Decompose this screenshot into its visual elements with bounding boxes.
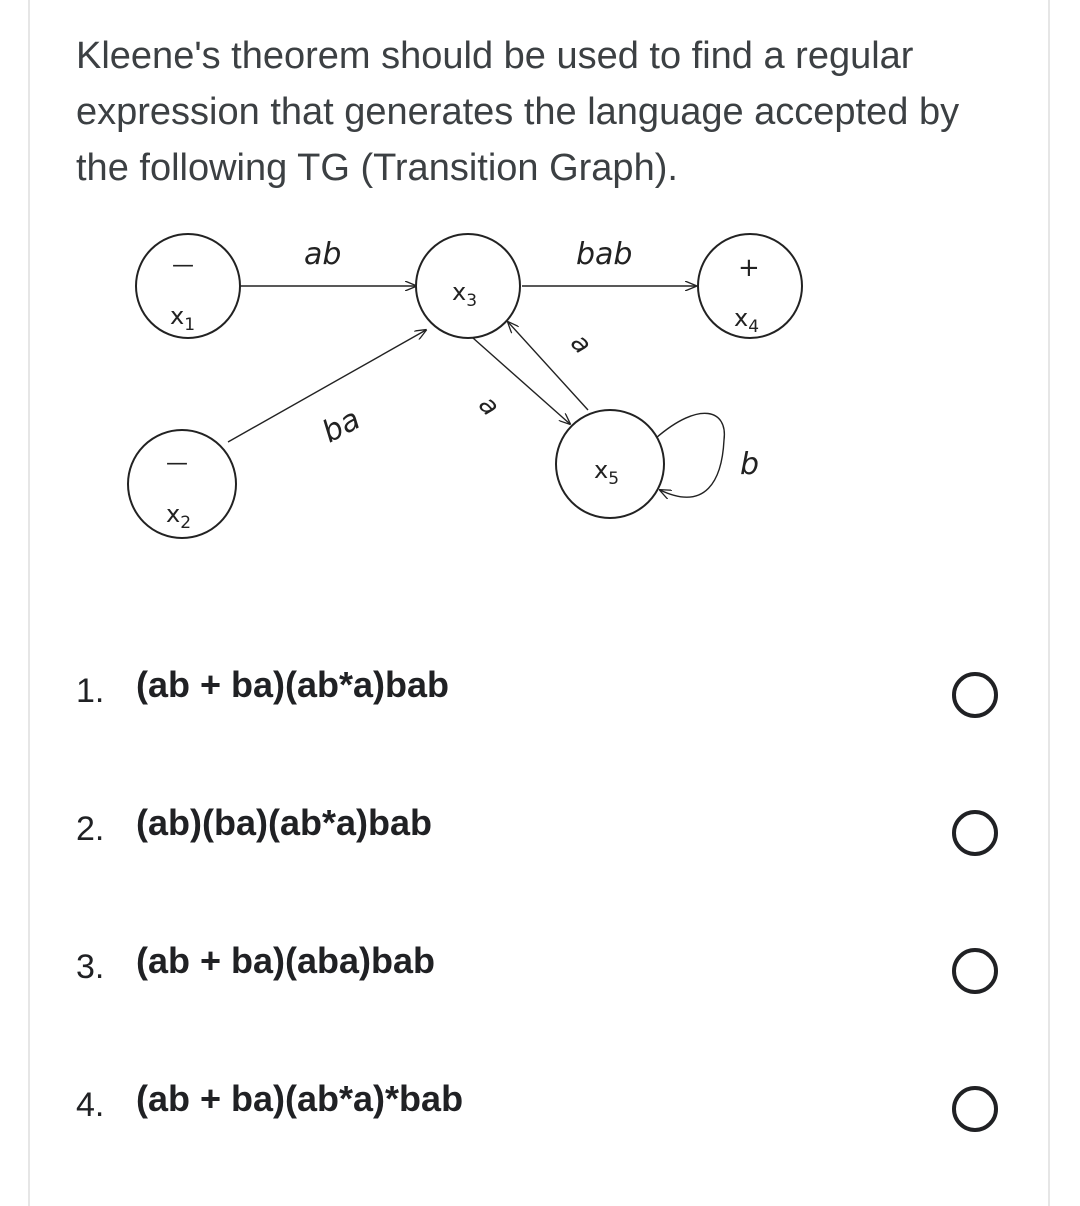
option-4-number: 4. <box>76 1086 105 1124</box>
state-x1 <box>136 234 240 338</box>
option-1-number: 1. <box>76 672 105 710</box>
edge-x5-x3 <box>508 322 588 410</box>
option-2[interactable] <box>76 790 1036 860</box>
state-x4-subscript: 4 <box>748 317 760 337</box>
state-x4-marker: + <box>738 253 760 283</box>
state-x1-label: x <box>170 302 185 330</box>
edge-x5-loop <box>656 413 724 497</box>
state-x5-label: x <box>594 456 609 484</box>
state-x5 <box>556 410 664 518</box>
state-x5-subscript: 5 <box>608 469 620 489</box>
state-x2-marker: — <box>166 451 188 476</box>
transition-graph <box>100 220 820 550</box>
state-x1-subscript: 1 <box>184 315 196 335</box>
option-4-expression: (ab + ba)(ab*a)*bab <box>136 1078 464 1119</box>
edge-label-a-to-x5: a <box>564 328 598 361</box>
state-x3 <box>416 234 520 338</box>
question-text: Kleene's theorem should be used to find a regular expression that generates the language accepted by the following TG (Transition Graph). <box>76 35 960 189</box>
option-3-expression: (ab + ba)(aba)bab <box>136 940 436 981</box>
option-1-radio[interactable] <box>952 672 998 718</box>
state-x2-label: x <box>166 500 181 528</box>
option-4-radio[interactable] <box>952 1086 998 1132</box>
option-3-radio[interactable] <box>952 948 998 994</box>
state-x1-marker: — <box>172 253 194 278</box>
option-2-expression: (ab)(ba)(ab*a)bab <box>136 802 432 843</box>
state-x4 <box>698 234 802 338</box>
edge-label-ab: ab <box>304 237 342 272</box>
option-4[interactable] <box>76 1066 1036 1136</box>
option-1-expression: (ab + ba)(ab*a)bab <box>136 664 450 705</box>
state-x4-label: x <box>734 304 749 332</box>
option-3[interactable] <box>76 928 1036 998</box>
state-x3-label: x <box>452 278 467 306</box>
edge-label-b-loop: b <box>740 447 760 482</box>
edge-label-bab: bab <box>576 237 633 272</box>
state-x3-subscript: 3 <box>466 291 478 311</box>
option-3-number: 3. <box>76 948 105 986</box>
state-x2 <box>128 430 236 538</box>
option-1[interactable] <box>76 652 1036 722</box>
edge-label-ba: ba <box>316 401 367 451</box>
edge-label-a-to-x3: a <box>472 390 506 423</box>
state-x2-subscript: 2 <box>180 513 192 533</box>
option-2-number: 2. <box>76 810 105 848</box>
option-2-radio[interactable] <box>952 810 998 856</box>
